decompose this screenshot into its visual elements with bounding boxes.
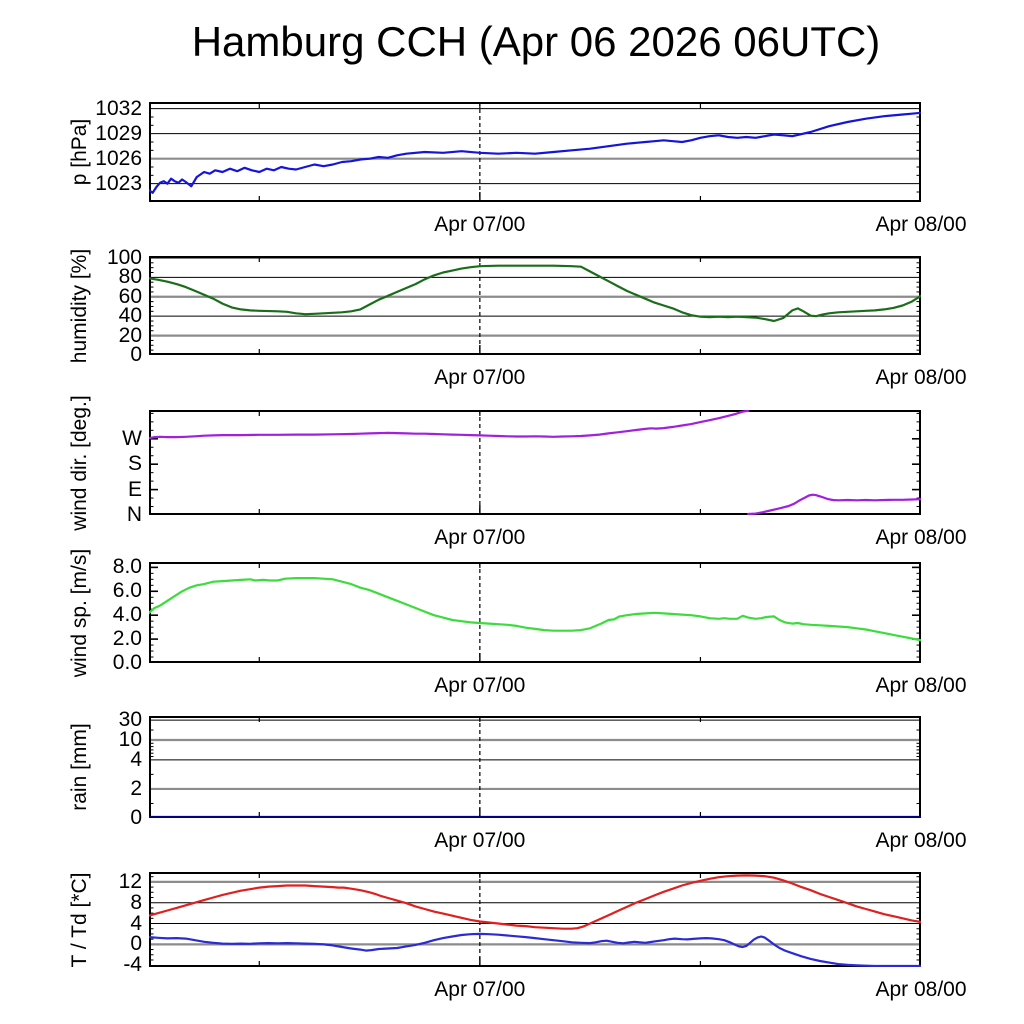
ytick-label-temperature_dewpoint: -4 — [123, 953, 142, 977]
plot-rain — [149, 716, 921, 818]
panel-border — [150, 717, 920, 817]
y-axis-label-temperature_dewpoint: T / Td [*C] — [68, 872, 91, 967]
ytick-label-rain: 4 — [130, 747, 142, 771]
series-wind_dir_segment1 — [149, 411, 748, 438]
ytick-label-pressure: 1023 — [95, 171, 142, 195]
xtick-label: Apr 08/00 — [875, 978, 967, 1001]
ytick-label-wind_direction: S — [127, 452, 142, 476]
xtick-label: Apr 08/00 — [875, 213, 967, 236]
panel-border — [150, 103, 920, 201]
ytick-label-humidity: 40 — [118, 304, 142, 328]
ytick-label-wind_direction: N — [126, 503, 142, 526]
ytick-label-wind_speed: 4.0 — [112, 603, 142, 627]
series-pressure — [149, 113, 921, 193]
plot-temperature_dewpoint — [149, 872, 921, 967]
y-axis-label-humidity: humidity [%] — [68, 248, 91, 363]
plot-wind_speed — [149, 562, 921, 663]
y-axis-label-pressure: p [hPa] — [68, 118, 91, 186]
plot-humidity — [149, 256, 921, 355]
xtick-label: Apr 07/00 — [434, 674, 526, 697]
ytick-label-temperature_dewpoint: 4 — [130, 911, 142, 935]
xtick-label: Apr 07/00 — [434, 213, 526, 236]
ytick-label-wind_direction: W — [122, 426, 142, 450]
ytick-label-rain: 2 — [130, 776, 142, 800]
panel-border — [150, 563, 920, 662]
plot-pressure — [149, 102, 921, 202]
ytick-label-wind_speed: 8.0 — [112, 555, 142, 579]
ytick-label-temperature_dewpoint: 12 — [118, 869, 142, 893]
xtick-label: Apr 08/00 — [875, 526, 967, 549]
y-axis-label-wind_speed: wind sp. [m/s] — [68, 548, 91, 677]
xtick-label: Apr 08/00 — [875, 366, 967, 389]
ytick-label-humidity: 0 — [130, 343, 142, 366]
xtick-label: Apr 07/00 — [434, 526, 526, 549]
ytick-label-humidity: 100 — [106, 245, 142, 269]
ytick-label-pressure: 1029 — [95, 121, 142, 145]
ytick-label-wind_speed: 6.0 — [112, 579, 142, 603]
xtick-label: Apr 07/00 — [434, 829, 526, 852]
ytick-label-humidity: 20 — [118, 323, 142, 347]
ytick-label-wind_direction: E — [127, 477, 142, 501]
ytick-label-humidity: 60 — [118, 284, 142, 308]
series-dewpoint — [149, 934, 921, 966]
ytick-label-pressure: 1026 — [95, 146, 142, 170]
xtick-label: Apr 08/00 — [875, 829, 967, 852]
xtick-label: Apr 08/00 — [875, 674, 967, 697]
panel-border — [150, 257, 920, 354]
plot-wind_direction — [149, 410, 921, 515]
series-wind_dir_segment2 — [748, 495, 921, 514]
xtick-label: Apr 07/00 — [434, 978, 526, 1001]
series-wind_speed — [149, 578, 921, 640]
ytick-label-rain: 10 — [118, 727, 142, 751]
ytick-label-temperature_dewpoint: 0 — [130, 932, 142, 956]
chart-title: Hamburg CCH (Apr 06 2026 06UTC) — [191, 18, 881, 65]
series-humidity — [149, 266, 921, 321]
ytick-label-rain: 30 — [118, 708, 142, 732]
ytick-label-pressure: 1032 — [95, 96, 142, 120]
ytick-label-wind_speed: 2.0 — [112, 627, 142, 651]
ytick-label-humidity: 80 — [118, 265, 142, 289]
y-axis-label-wind_direction: wind dir. [deg.] — [68, 394, 91, 531]
series-temperature — [149, 875, 921, 928]
ytick-label-wind_speed: 0.0 — [112, 651, 142, 674]
ytick-label-temperature_dewpoint: 8 — [130, 890, 142, 914]
ytick-label-rain: 0 — [130, 806, 142, 829]
xtick-label: Apr 07/00 — [434, 366, 526, 389]
y-axis-label-rain: rain [mm] — [68, 723, 91, 811]
